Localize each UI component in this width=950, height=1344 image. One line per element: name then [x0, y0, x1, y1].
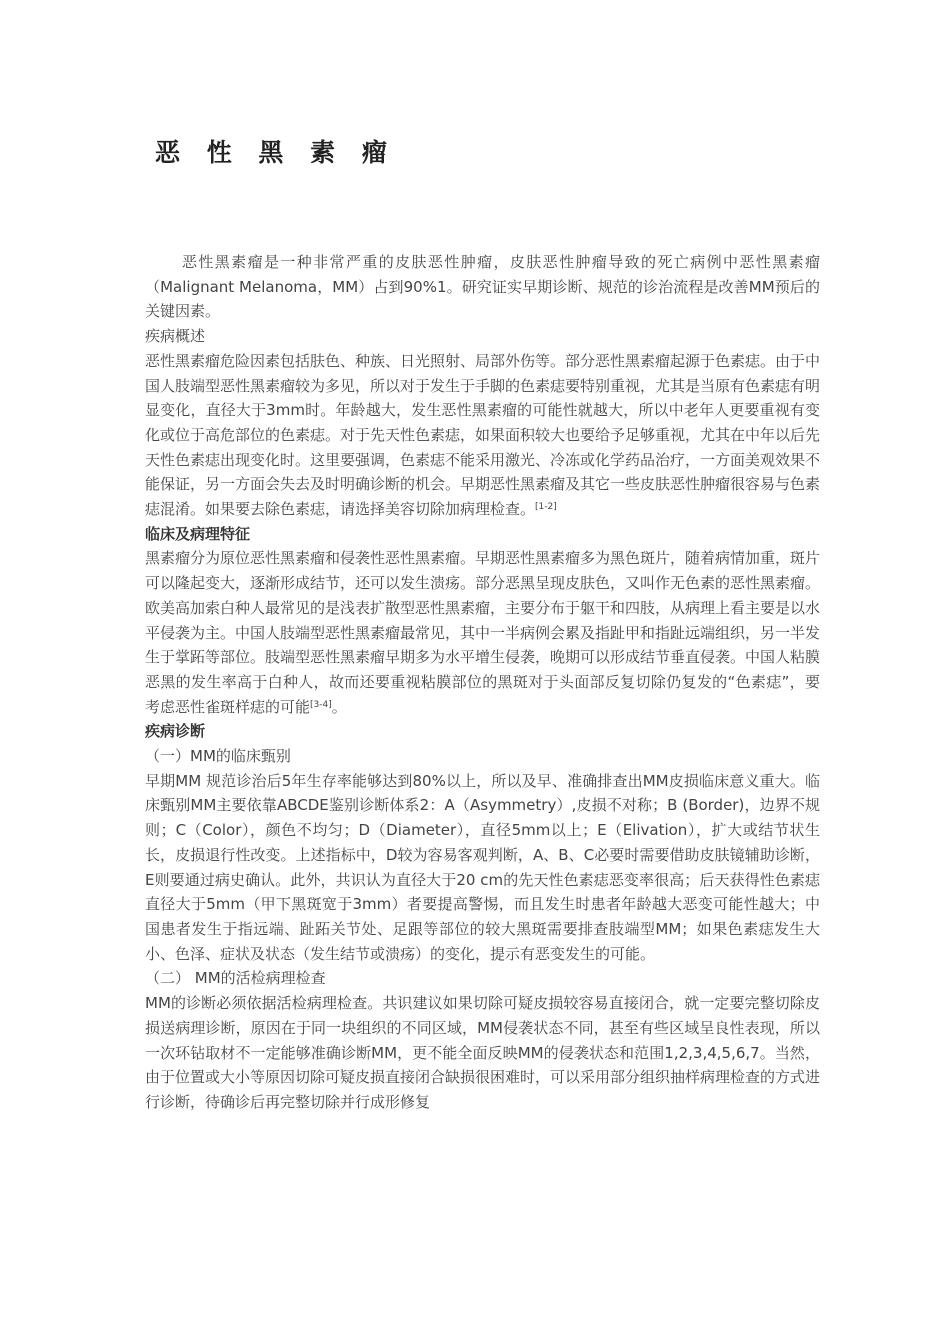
- document-body: [145, 250, 820, 1115]
- clinical-paragraph-2: [145, 596, 820, 720]
- overview-text: 恶性黑素瘤危险因素包括肤色、种族、日光照射、局部外伤等。部分恶性黑素瘤起源于色素痣。由于中国人肢端型恶性黑素瘤较为多见，所以对于发生于手脚的色素痣要特别重视，尤其是当原有色素痣有明显变化，直径大于3mm时。年龄越大，发生恶性黑素瘤的可能性就越大，所以中老年人更要重视有变化或位于高危部位的色素痣。对于先天性色素痣，如果面积较大也要给予足够重视，尤其在中年以后先天性色素痣出现变化时。这里要强调，色素痣不能采用激光、冷冻或化学药品治疗，一方面美观效果不能保证，另一方面会失去及时明确诊断的机会。早期恶性黑素瘤及其它一些皮肤恶性肿瘤很容易与色素痣混淆。如果要去除色素痣，请选择美容切除加病理检查。: [145, 351, 821, 519]
- reference-marker: [1-2]: [535, 502, 557, 513]
- clinical-text-2: 欧美高加索白种人最常见的是浅表扩散型恶性黑素瘤，主要分布于躯干和四肢，从病理上看主要是以水平侵袭为主。中国人肢端型恶性黑素瘤最常见，其中一半病例会累及指趾甲和指趾远端组织，另一半发生于掌跖等部位。肢端型恶性黑素瘤早期多为水平增生侵袭，晚期可以形成结节垂直侵袭。中国人粘膜恶黑的发生率高于白种人，故而还要重视粘膜部位的黑斑对于头面部反复切除仍复发的“色素痣”，要考虑恶性雀斑样痣的可能: [145, 598, 821, 716]
- biopsy-paragraph: MM的诊断必须依据活检病理检查。共识建议如果切除可疑皮损较容易直接闭合，就一定要完整切除皮损送病理诊断，原因在于同一块组织的不同区域，MM侵袭状态不同，甚至有些区域呈良性表现，所以一次环钻取材不一定能够准确诊断MM，更不能全面反映MM的侵袭状态和范围1,2,3,4,5,6,7。当然，由于位置或大小等原因切除可疑皮损直接闭合缺损很困难时，可以采用部分组织抽样病理检查的方式进行诊断，待确诊后再完整切除并行成形修复: [145, 994, 821, 1111]
- section-heading-clinical: 临床及病理特征: [145, 524, 251, 543]
- subheading-clinical-screening: （一）MM的临床甄别: [145, 747, 291, 766]
- clinical-paragraph-1: 黑素瘤分为原位恶性黑素瘤和侵袭性恶性黑素瘤。早期恶性黑素瘤多为黑色斑片，随着病情加重，斑片可以隆起变大，逐渐形成结节，还可以发生溃疡。部分恶黑呈现皮肤色，又叫作无色素的恶性黑素瘤。: [145, 549, 821, 593]
- section-heading-diagnosis: 疾病诊断: [145, 722, 206, 741]
- section-heading-overview: 疾病概述: [145, 327, 206, 346]
- screening-paragraph: 早期MM 规范诊治后5年生存率能够达到80%以上，所以及早、准确排查出MM皮损临床意义重大。临床甄别MM主要依靠ABCDE鉴别诊断体系2：A（Asymmetry）,皮损不对称；B (Border)，边界不规则；C（Color），颜色不均匀；D（Diameter），直径5mm以上；E（Elivation），扩大或结节状生长，皮损退行性改变。上述指标中，D较为容易客观判断，A、B、C必要时需要借助皮肤镜辅助诊断，E则要通过病史确认。此外，共识认为直径大于20 cm的先天性色素痣恶变率很高；后天获得性色素痣直径大于5mm（甲下黑斑宽于3mm）者要提高警惕，而且发生时患者年龄越大恶变可能性越大；中国患者发生于指远端、趾跖关节处、足跟等部位的较大黑斑需要排查肢端型MM；如果色素痣发生大小、色泽、症状及状态（发生结节或溃疡）的变化，提示有恶变发生的可能。: [145, 771, 820, 963]
- overview-paragraph: [145, 349, 820, 522]
- document-title: 恶 性 黑 素 瘤: [155, 138, 396, 167]
- reference-marker: [3-4]: [310, 699, 332, 710]
- subheading-biopsy: （二） MM的活检病理检查: [145, 969, 326, 988]
- clinical-text-2-end: 。: [331, 697, 347, 716]
- intro-paragraph: 恶性黑素瘤是一种非常严重的皮肤恶性肿瘤，皮肤恶性肿瘤导致的死亡病例中恶性黑素瘤（Malignant Melanoma，MM）占到90%1。研究证实早期诊断、规范的诊治流程是改善MM预后的关键因素。: [145, 253, 820, 321]
